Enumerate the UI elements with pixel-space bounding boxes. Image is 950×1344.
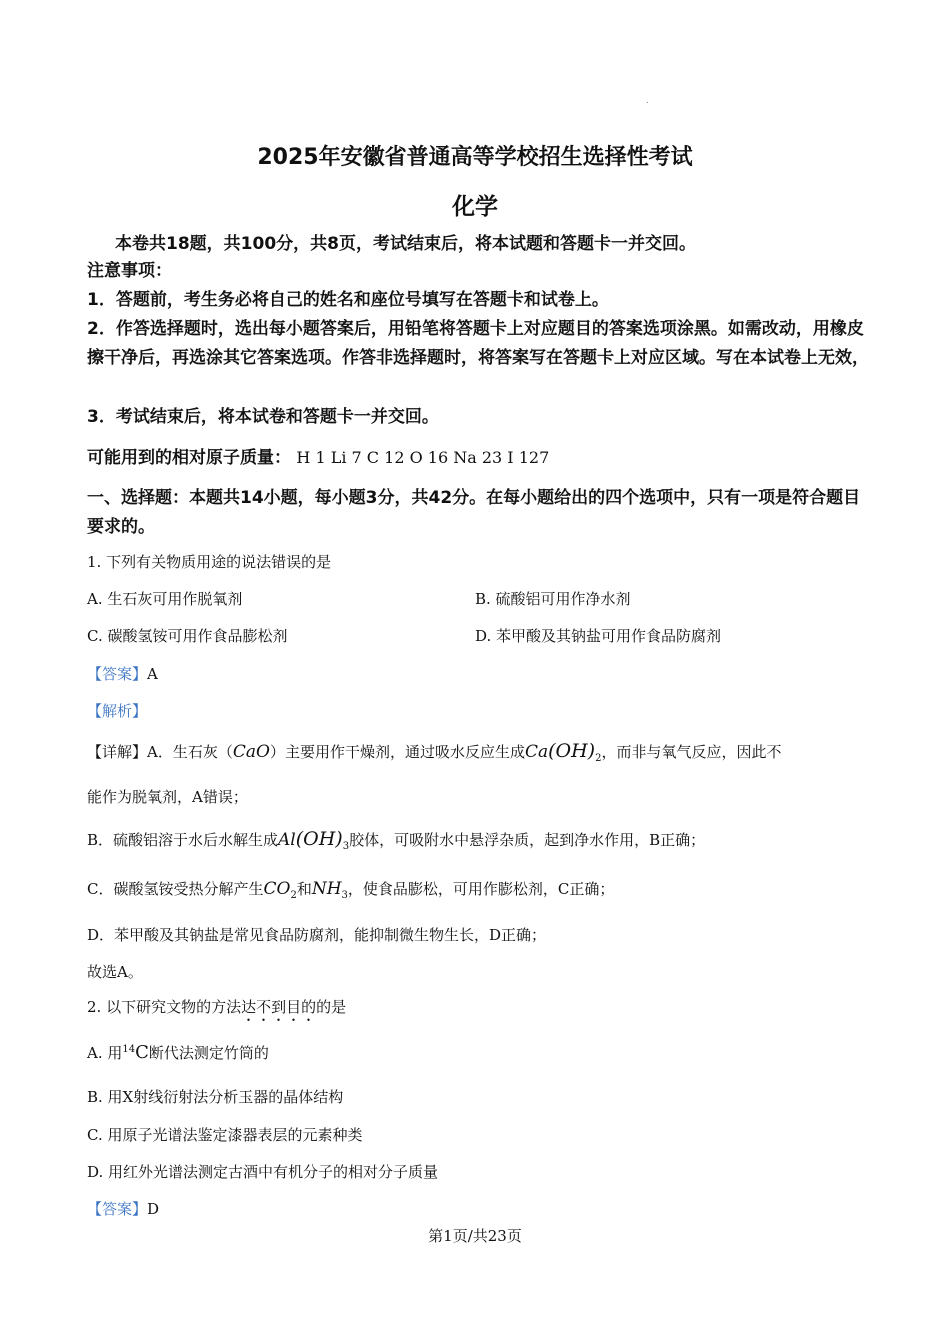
q2-answer-tag: 【答案】	[87, 1200, 148, 1218]
q1-detail-a-cont: 能作为脱氧剂，A错误；	[87, 788, 248, 806]
q2-option-a	[87, 1042, 269, 1063]
q2-a-post: 断代法测定竹筒的	[148, 1044, 269, 1062]
detail-a-text-2: ）主要用作干燥剂，通过吸水反应生成	[269, 743, 525, 761]
q1-option-a: A. 生石灰可用作脱氧剂	[87, 590, 243, 608]
answer-value: A	[147, 665, 158, 683]
formula-cao: CaO	[232, 742, 270, 762]
formula-sub-3: 3	[342, 841, 350, 852]
q2-option-c: C. 用原子光谱法鉴定漆器表层的元素种类	[87, 1126, 363, 1144]
isotope-mass: 14	[122, 1044, 136, 1055]
detail-b-text-2: 胶体，可吸附水中悬浮杂质，起到净水作用，B正确；	[349, 831, 706, 849]
q2-answer-value: D	[147, 1200, 160, 1218]
formula-oh: (OH)	[548, 740, 596, 762]
detail-a-text-1: A．生石灰（	[147, 743, 233, 761]
q1-answer	[87, 663, 158, 684]
exam-title: 2025年安徽省普通高等学校招生选择性考试	[257, 145, 693, 170]
q1-detail-b	[87, 828, 705, 852]
top-dot: .	[646, 96, 649, 105]
q1-option-d: D. 苯甲酸及其钠盐可用作食品防腐剂	[475, 627, 722, 645]
q1-detail-c	[87, 878, 614, 901]
q2-answer	[87, 1198, 159, 1219]
q1-detail-d: D．苯甲酸及其钠盐是常见食品防腐剂，能抑制微生物生长，D正确；	[87, 926, 547, 944]
page-footer: 第1页/共23页	[428, 1227, 522, 1245]
q2-stem-pre: 2. 以下研究文物的方法	[87, 998, 242, 1016]
detail-b-text-1: B．硫酸铝溶于水后水解生成	[87, 831, 279, 849]
detail-a-text-3: ，而非与氧气反应，因此不	[601, 743, 782, 761]
q1-option-b: B. 硫酸铝可用作净水剂	[475, 590, 631, 608]
q2-option-d: D. 用红外光谱法测定古酒中有机分子的相对分子质量	[87, 1163, 439, 1181]
detail-c-text-1: C．碳酸氢铵受热分解产生	[87, 880, 264, 898]
detail-c-and: 和	[296, 880, 312, 898]
subject-title: 化学	[452, 194, 498, 220]
detail-c-text-2: ，使食品膨松，可用作膨松剂，C正确；	[347, 880, 615, 898]
q2-a-pre: A. 用	[87, 1044, 123, 1062]
section-heading: 一、选择题：本题共14小题，每小题3分，共42分。在每小题给出的四个选项中，只有一项是符合题目要求的。	[87, 488, 861, 537]
notes-heading: 注意事项：	[87, 261, 172, 281]
formula-oh-b: (OH)	[295, 828, 343, 850]
q2-stem	[87, 996, 346, 1025]
q2-stem-emphasis: 达不到目的	[241, 998, 317, 1016]
formula-ca: Ca	[524, 742, 549, 762]
atomic-mass-line	[87, 443, 877, 473]
q1-conclusion: 故选A。	[87, 963, 143, 981]
atomic-mass-label: 可能用到的相对原子质量：	[87, 448, 291, 468]
intro-text: 本卷共18题，共100分，共8页，考试结束后，将本试题和答题卡一并交回。	[115, 234, 696, 254]
note-3: 3．考试结束后，将本试卷和答题卡一并交回。	[87, 407, 439, 427]
q1-analysis-tag: 【解析】	[87, 702, 148, 720]
formula-co: CO	[263, 879, 291, 899]
formula-co-sub: 2	[290, 890, 297, 901]
atomic-mass-values: H 1 Li 7 C 12 O 16 Na 23 I 127	[296, 448, 550, 467]
isotope-symbol: C	[135, 1042, 149, 1063]
q1-detail-a	[87, 740, 782, 764]
detail-tag: 【详解】	[87, 743, 148, 761]
formula-nh-sub: 3	[341, 890, 348, 901]
note-2: 2．作答选择题时，选出每小题答案后，用铅笔将答题卡上对应题目的答案选项涂黑。如需改动，用橡皮擦干净后，再选涂其它答案选项。作答非选择题时，将答案写在答题卡上对应区域。写在本试卷上无效，	[87, 319, 869, 368]
q1-stem: 1. 下列有关物质用途的说法错误的是	[87, 553, 332, 571]
formula-sub-2: 2	[595, 753, 602, 764]
answer-tag: 【答案】	[87, 665, 148, 683]
formula-nh: NH	[311, 879, 342, 899]
formula-al: Al	[278, 830, 296, 850]
note-1: 1．答题前，考生务必将自己的姓名和座位号填写在答题卡和试卷上。	[87, 290, 609, 310]
q1-option-c: C. 碳酸氢铵可用作食品膨松剂	[87, 627, 288, 645]
q2-stem-post: 的是	[316, 998, 347, 1016]
q2-option-b: B. 用X射线衍射法分析玉器的晶体结构	[87, 1088, 344, 1106]
